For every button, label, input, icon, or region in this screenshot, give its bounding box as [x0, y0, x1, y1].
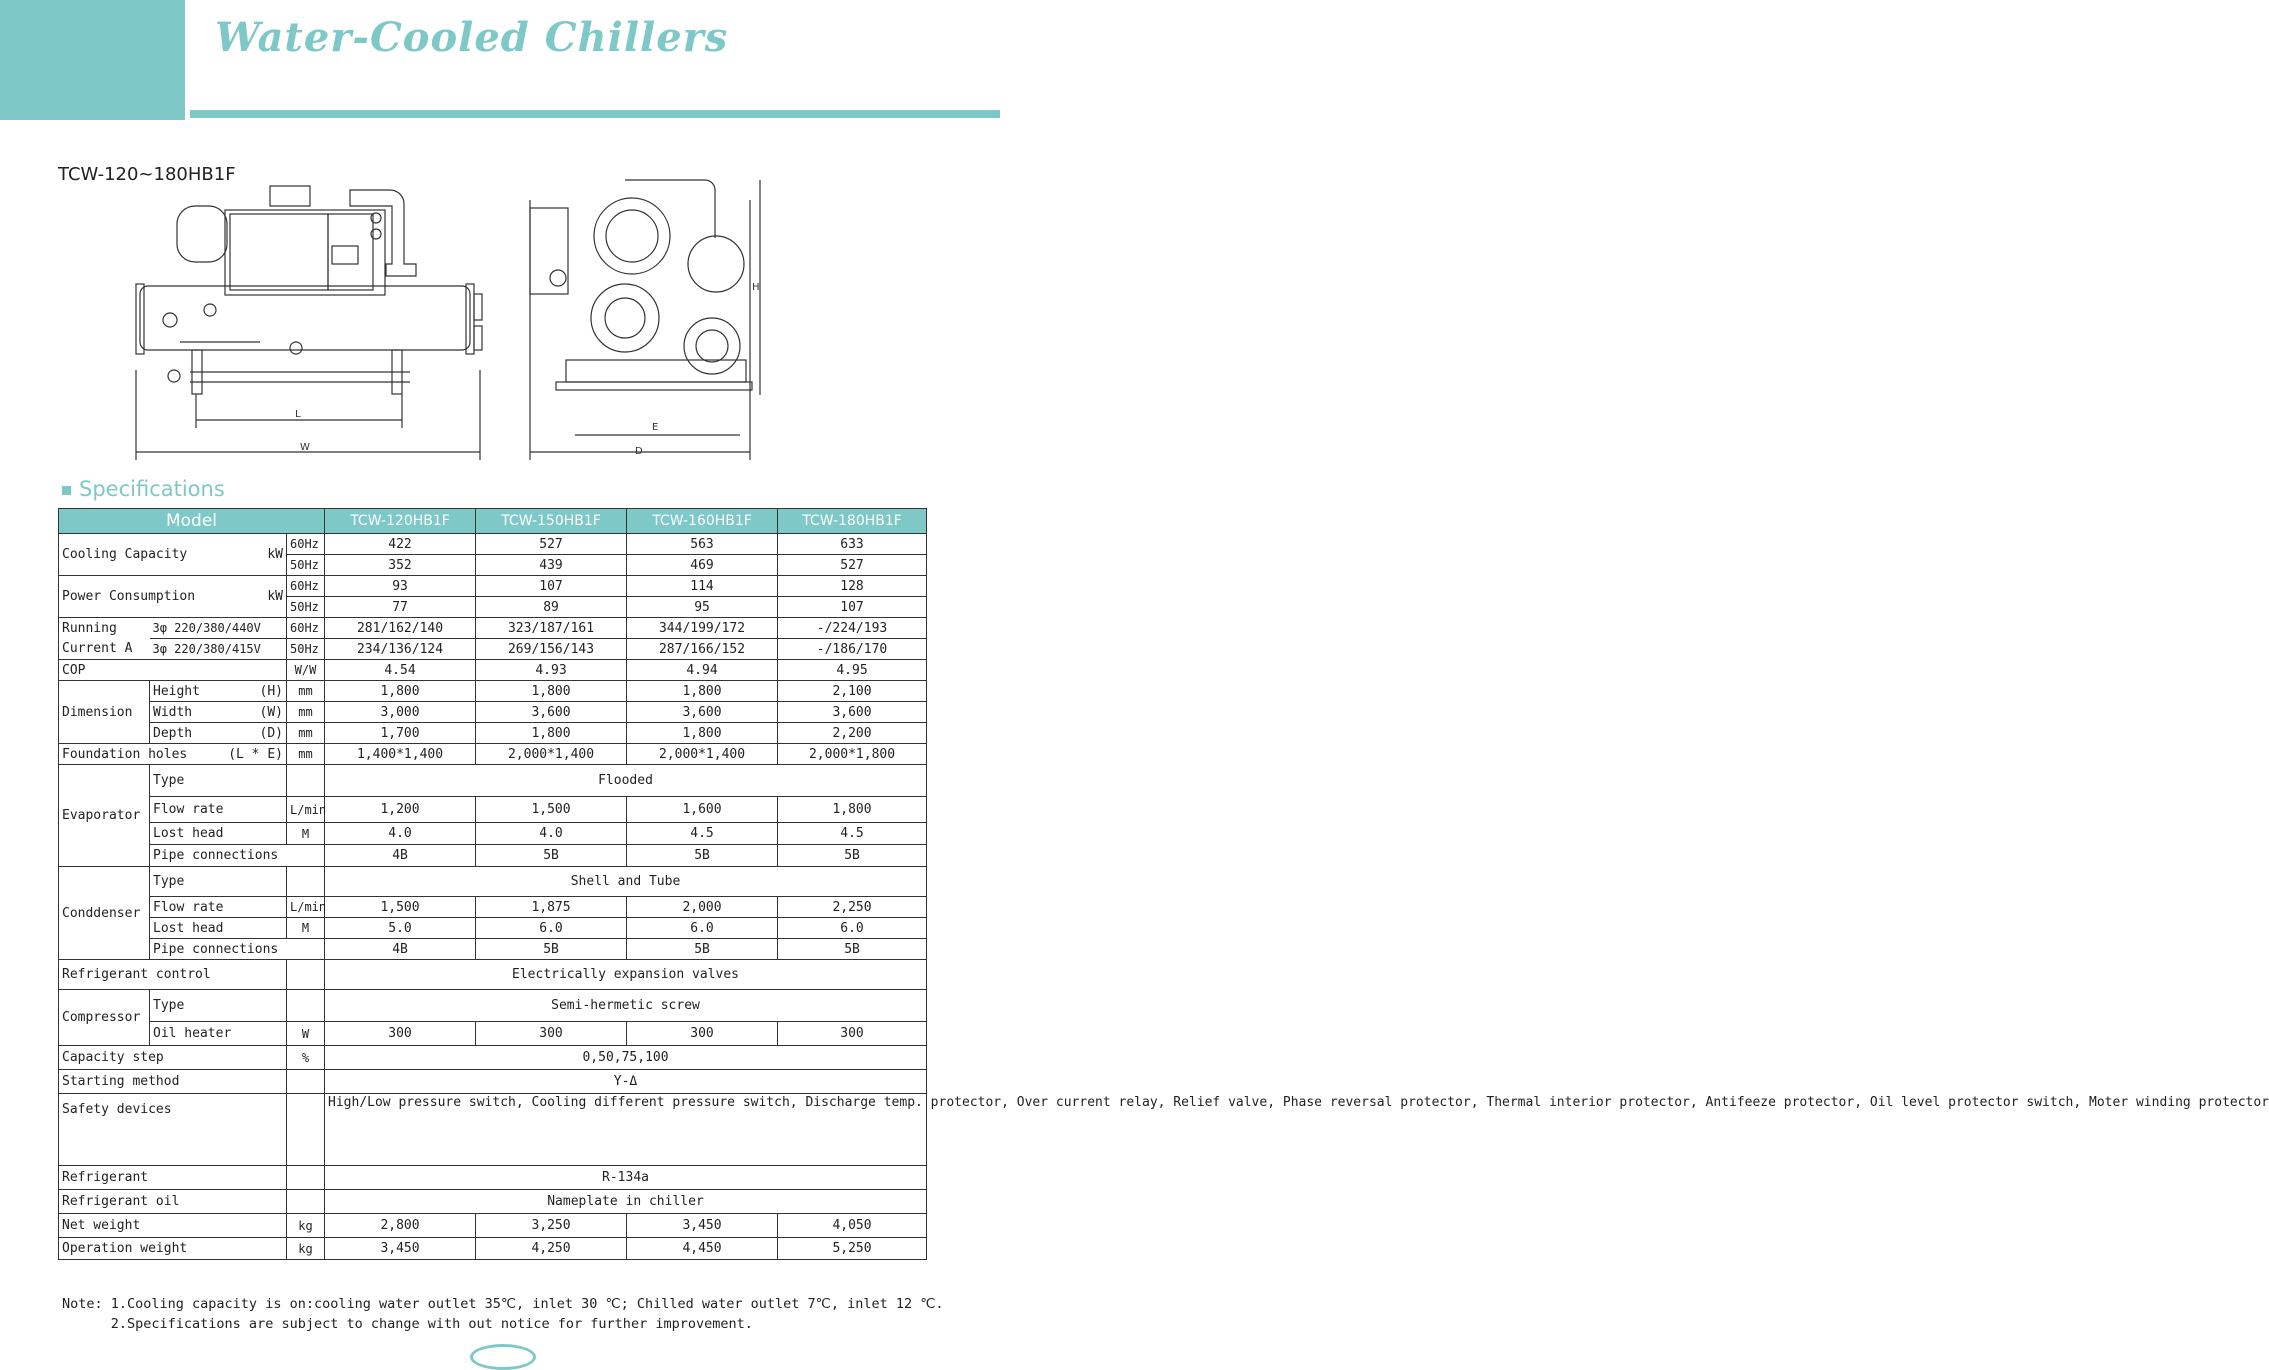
- table-cell: -/186/170: [778, 639, 927, 660]
- model-column-header: TCW-120HB1F: [325, 509, 476, 534]
- unit-cell: M: [287, 823, 325, 845]
- table-cell: 5B: [476, 939, 627, 960]
- table-cell: 2,000*1,400: [476, 744, 627, 765]
- table-row: [59, 990, 927, 1022]
- table-cell: 469: [627, 555, 778, 576]
- unit-cell: kg: [287, 1214, 325, 1238]
- dimension-label: Dimension: [59, 681, 150, 744]
- unit-cell: [287, 1094, 325, 1166]
- table-cell: 5B: [778, 845, 927, 867]
- table-cell: 5B: [476, 845, 627, 867]
- table-row: [59, 702, 927, 723]
- running-current-label: Running: [59, 618, 150, 639]
- unit-cell: [287, 1190, 325, 1214]
- table-cell: 1,500: [476, 797, 627, 823]
- table-cell: 4,050: [778, 1214, 927, 1238]
- oil-heater-label: Oil heater: [150, 1022, 287, 1046]
- table-row: [59, 660, 927, 681]
- type-label: Type: [150, 990, 287, 1022]
- page-footer-arc: [470, 1344, 536, 1370]
- table-row: [59, 939, 927, 960]
- table-cell: 2,100: [778, 681, 927, 702]
- refrigerant-oil-label: Refrigerant oil: [59, 1190, 287, 1214]
- capacity-step-label: Capacity step: [59, 1046, 287, 1070]
- table-cell: 6.0: [476, 918, 627, 939]
- table-cell: 128: [778, 576, 927, 597]
- model-header: Model: [59, 509, 325, 534]
- table-cell: 4.0: [476, 823, 627, 845]
- dimension-label-e: E: [652, 422, 659, 433]
- refrigerant-control-value: Electrically expansion valves: [325, 960, 927, 990]
- model-column-header: TCW-150HB1F: [476, 509, 627, 534]
- hz-label: 60Hz: [287, 576, 325, 597]
- table-cell: 422: [325, 534, 476, 555]
- table-cell: 527: [476, 534, 627, 555]
- refrigerant-label: Refrigerant: [59, 1166, 287, 1190]
- pipe-connections-label: Pipe connections: [150, 845, 325, 867]
- table-cell: 6.0: [778, 918, 927, 939]
- table-cell: 4,250: [476, 1238, 627, 1260]
- type-label: Type: [150, 867, 287, 897]
- voltage-label: 3φ 220/380/440V: [150, 618, 287, 639]
- table-cell: 3,450: [325, 1238, 476, 1260]
- heading-square-bullet: [62, 486, 71, 495]
- type-label: Type: [150, 765, 287, 797]
- hz-label: 60Hz: [287, 618, 325, 639]
- hz-label: 50Hz: [287, 639, 325, 660]
- table-cell: 93: [325, 576, 476, 597]
- table-cell: 4.5: [778, 823, 927, 845]
- table-cell: 1,800: [778, 797, 927, 823]
- table-cell: 4.5: [627, 823, 778, 845]
- table-cell: 1,600: [627, 797, 778, 823]
- table-row: [59, 1238, 927, 1260]
- dimension-label-h: H: [752, 282, 760, 293]
- table-row: [59, 797, 927, 823]
- table-cell: 563: [627, 534, 778, 555]
- hz-label: 60Hz: [287, 534, 325, 555]
- refrigerant-oil-value: Nameplate in chiller: [325, 1190, 927, 1214]
- table-cell: 107: [778, 597, 927, 618]
- table-cell: 1,800: [476, 681, 627, 702]
- table-row: [59, 534, 927, 555]
- foundation-holes-label: Foundation holes (L * E): [59, 744, 287, 765]
- table-row: [59, 1214, 927, 1238]
- note-line-2: 2.Specifications are subject to change with out notice for further improvement.: [62, 1316, 753, 1332]
- table-cell: 107: [476, 576, 627, 597]
- table-cell: 3,600: [476, 702, 627, 723]
- evaporator-type-value: Flooded: [325, 765, 927, 797]
- table-row: [59, 1094, 927, 1166]
- table-cell: 3,600: [627, 702, 778, 723]
- lost-head-label: Lost head: [150, 823, 287, 845]
- table-cell: 352: [325, 555, 476, 576]
- table-cell: 1,200: [325, 797, 476, 823]
- table-row: [59, 1070, 927, 1094]
- specifications-title: Specifications: [79, 477, 225, 501]
- table-cell: 300: [325, 1022, 476, 1046]
- table-row: [59, 723, 927, 744]
- table-cell: 2,000*1,400: [627, 744, 778, 765]
- unit-cell: [287, 990, 325, 1022]
- unit-cell: mm: [287, 681, 325, 702]
- flow-rate-label: Flow rate: [150, 897, 287, 918]
- note-line-1: Note: 1.Cooling capacity is on:cooling water outlet 35℃, inlet 30 ℃; Chilled water outlet 7℃, inlet 12 ℃.: [62, 1296, 944, 1312]
- table-row: [59, 744, 927, 765]
- table-cell: 2,800: [325, 1214, 476, 1238]
- safety-devices-value: High/Low pressure switch, Cooling different pressure switch, Discharge temp. protector, Over current relay, Relief valve, Phase reversal protector, Thermal interior protector, Antifeeze protector, Oil level protector switch, Moter winding protector: [325, 1094, 927, 1166]
- power-consumption-label: Power Consumption kW: [59, 576, 287, 618]
- front-view-drawing: [136, 186, 482, 460]
- table-cell: 2,200: [778, 723, 927, 744]
- dimension-label-l: L: [295, 409, 301, 420]
- table-row: [59, 681, 927, 702]
- table-cell: 4.0: [325, 823, 476, 845]
- table-row: [59, 618, 927, 639]
- unit-cell: W/W: [287, 660, 325, 681]
- table-cell: 3,600: [778, 702, 927, 723]
- chiller-drawings: [120, 170, 760, 470]
- unit-cell: [287, 960, 325, 990]
- specifications-table: [58, 508, 2269, 1260]
- table-row: [59, 918, 927, 939]
- hz-label: 50Hz: [287, 555, 325, 576]
- height-label: Height (H): [150, 681, 287, 702]
- table-cell: 89: [476, 597, 627, 618]
- table-cell: 269/156/143: [476, 639, 627, 660]
- table-cell: 1,800: [476, 723, 627, 744]
- table-cell: 281/162/140: [325, 618, 476, 639]
- operation-weight-label: Operation weight: [59, 1238, 287, 1260]
- model-column-header: TCW-180HB1F: [778, 509, 927, 534]
- header-rule: [190, 110, 1000, 118]
- table-cell: 1,800: [627, 681, 778, 702]
- table-cell: 2,250: [778, 897, 927, 918]
- voltage-label: 3φ 220/380/415V: [150, 639, 287, 660]
- evaporator-label: Evaporator: [59, 765, 150, 867]
- unit-cell: [287, 765, 325, 797]
- capacity-step-value: 0,50,75,100: [325, 1046, 927, 1070]
- table-row: [59, 576, 927, 597]
- table-row: [59, 823, 927, 845]
- table-row: [59, 1190, 927, 1214]
- table-cell: 287/166/152: [627, 639, 778, 660]
- table-cell: 300: [476, 1022, 627, 1046]
- unit-cell: W: [287, 1022, 325, 1046]
- table-cell: 3,450: [627, 1214, 778, 1238]
- table-cell: 4.94: [627, 660, 778, 681]
- safety-devices-label: Safety devices: [59, 1094, 287, 1166]
- unit-cell: %: [287, 1046, 325, 1070]
- table-cell: 77: [325, 597, 476, 618]
- table-cell: 1,800: [627, 723, 778, 744]
- table-cell: 4B: [325, 845, 476, 867]
- table-row: [59, 765, 927, 797]
- pipe-connections-label: Pipe connections: [150, 939, 325, 960]
- table-cell: 633: [778, 534, 927, 555]
- table-row: [59, 897, 927, 918]
- unit-cell: [287, 867, 325, 897]
- table-cell: 527: [778, 555, 927, 576]
- table-cell: 2,000: [627, 897, 778, 918]
- table-cell: 234/136/124: [325, 639, 476, 660]
- table-cell: 1,800: [325, 681, 476, 702]
- compressor-type-value: Semi-hermetic screw: [325, 990, 927, 1022]
- hz-label: 50Hz: [287, 597, 325, 618]
- table-cell: 4,450: [627, 1238, 778, 1260]
- model-range-label: TCW-120~180HB1F: [58, 164, 236, 185]
- table-cell: 300: [627, 1022, 778, 1046]
- refrigerant-value: R-134a: [325, 1166, 927, 1190]
- table-row: [59, 1022, 927, 1046]
- table-row: [59, 1046, 927, 1070]
- unit-cell: [287, 1070, 325, 1094]
- table-cell: 1,875: [476, 897, 627, 918]
- table-row: [59, 1166, 927, 1190]
- table-cell: 3,250: [476, 1214, 627, 1238]
- table-cell: 5B: [627, 939, 778, 960]
- running-current-unit-label: Current A: [59, 639, 150, 660]
- table-cell: 1,400*1,400: [325, 744, 476, 765]
- table-cell: 323/187/161: [476, 618, 627, 639]
- unit-cell: mm: [287, 744, 325, 765]
- width-label: Width (W): [150, 702, 287, 723]
- table-row: [59, 639, 927, 660]
- table-cell: 6.0: [627, 918, 778, 939]
- condenser-type-value: Shell and Tube: [325, 867, 927, 897]
- net-weight-label: Net weight: [59, 1214, 287, 1238]
- page-title: Water-Cooled Chillers: [215, 14, 729, 61]
- model-column-header: TCW-160HB1F: [627, 509, 778, 534]
- table-cell: 5.0: [325, 918, 476, 939]
- unit-cell: L/min: [287, 797, 325, 823]
- table-cell: 4.93: [476, 660, 627, 681]
- depth-label: Depth (D): [150, 723, 287, 744]
- table-cell: -/224/193: [778, 618, 927, 639]
- condenser-label: Conddenser: [59, 867, 150, 960]
- table-cell: 1,700: [325, 723, 476, 744]
- header-color-block: [0, 0, 185, 120]
- table-header-row: [59, 509, 927, 534]
- compressor-label: Compressor: [59, 990, 150, 1046]
- table-cell: 114: [627, 576, 778, 597]
- cooling-capacity-label: Cooling Capacity kW: [59, 534, 287, 576]
- table-cell: 5B: [627, 845, 778, 867]
- table-row: [59, 960, 927, 990]
- table-cell: 439: [476, 555, 627, 576]
- side-view-drawing: [530, 180, 760, 460]
- unit-cell: [287, 1166, 325, 1190]
- refrigerant-control-label: Refrigerant control: [59, 960, 287, 990]
- notes: [62, 1294, 944, 1334]
- table-cell: 300: [778, 1022, 927, 1046]
- unit-cell: L/min: [287, 897, 325, 918]
- lost-head-label: Lost head: [150, 918, 287, 939]
- table-row: [59, 845, 927, 867]
- table-cell: 4.54: [325, 660, 476, 681]
- table-cell: 4B: [325, 939, 476, 960]
- table-cell: 4.95: [778, 660, 927, 681]
- starting-method-value: Y-Δ: [325, 1070, 927, 1094]
- starting-method-label: Starting method: [59, 1070, 287, 1094]
- table-cell: 2,000*1,800: [778, 744, 927, 765]
- flow-rate-label: Flow rate: [150, 797, 287, 823]
- dimension-label-w: W: [300, 442, 310, 453]
- table-cell: 1,500: [325, 897, 476, 918]
- cop-label: COP: [59, 660, 287, 681]
- specifications-heading: [62, 477, 225, 501]
- unit-cell: M: [287, 918, 325, 939]
- table-row: [59, 867, 927, 897]
- unit-cell: mm: [287, 702, 325, 723]
- table-cell: 5,250: [778, 1238, 927, 1260]
- unit-cell: kg: [287, 1238, 325, 1260]
- table-cell: 3,000: [325, 702, 476, 723]
- table-cell: 344/199/172: [627, 618, 778, 639]
- unit-cell: mm: [287, 723, 325, 744]
- table-cell: 5B: [778, 939, 927, 960]
- dimension-label-d: D: [635, 446, 643, 457]
- table-cell: 95: [627, 597, 778, 618]
